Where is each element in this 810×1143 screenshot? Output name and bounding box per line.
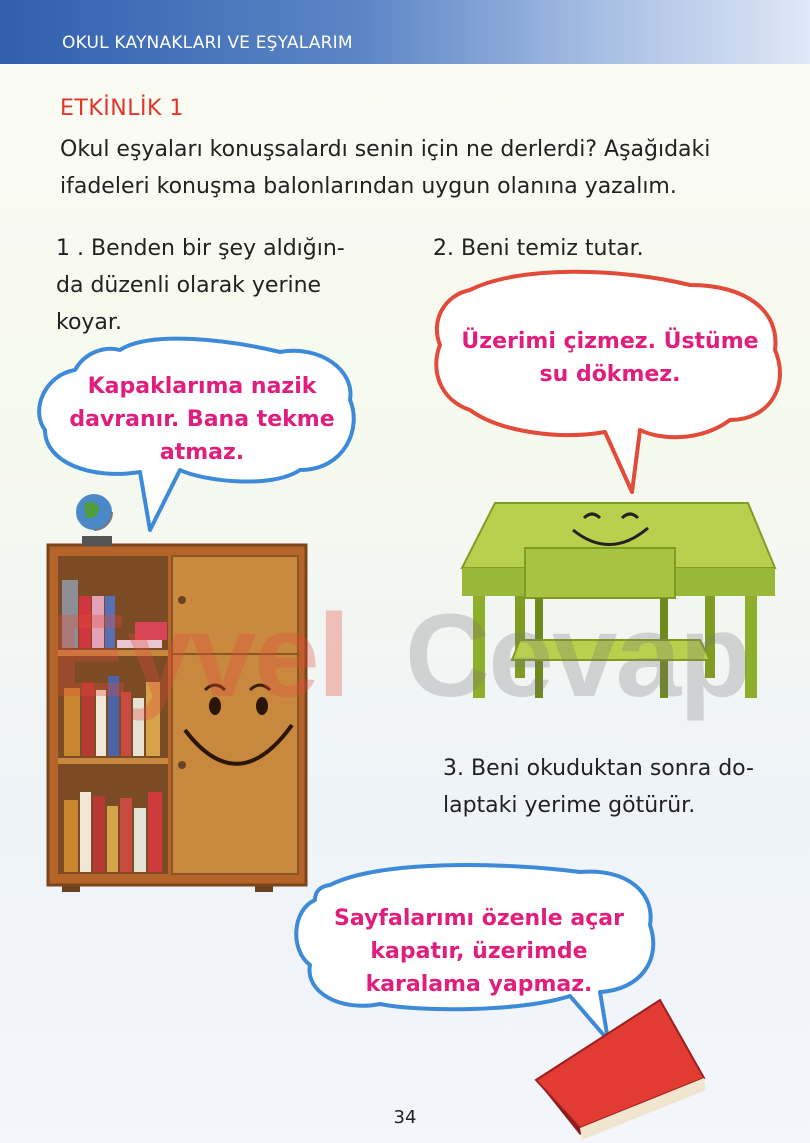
watermark-part-1: Eyvel — [50, 590, 349, 722]
question-3: 3. Beni okuduktan sonra do- laptaki yerime götürür. — [443, 756, 754, 818]
activity-title: ETKİNLİK 1 — [60, 96, 184, 121]
page-number: 34 — [393, 1107, 417, 1128]
speech-bubble-1-text: Kapaklarıma nazik davranır. Bana tekme atmaz. — [69, 374, 335, 465]
question-2: 2. Beni temiz tutar. — [433, 236, 644, 261]
activity-intro: Okul eşyaları konuşsalardı senin için ne derlerdi? Aşağıdaki ifadeleri konuşma balonlarından uygun olanına yazalım. — [60, 137, 711, 199]
speech-bubble-3-text: Sayfalarımı özenle açar kapatır, üzerimde karalama yapmaz. — [334, 906, 624, 997]
watermark-part-2: Cevap — [405, 590, 750, 722]
question-1: 1 . Benden bir şey aldığın- da düzenli olarak yerine koyar. — [56, 236, 345, 335]
speech-bubble-2-text: Üzerimi çizmez. Üstüme su dökmez. — [461, 329, 759, 387]
header-title: OKUL KAYNAKLARI VE EŞYALARIM — [62, 33, 353, 53]
